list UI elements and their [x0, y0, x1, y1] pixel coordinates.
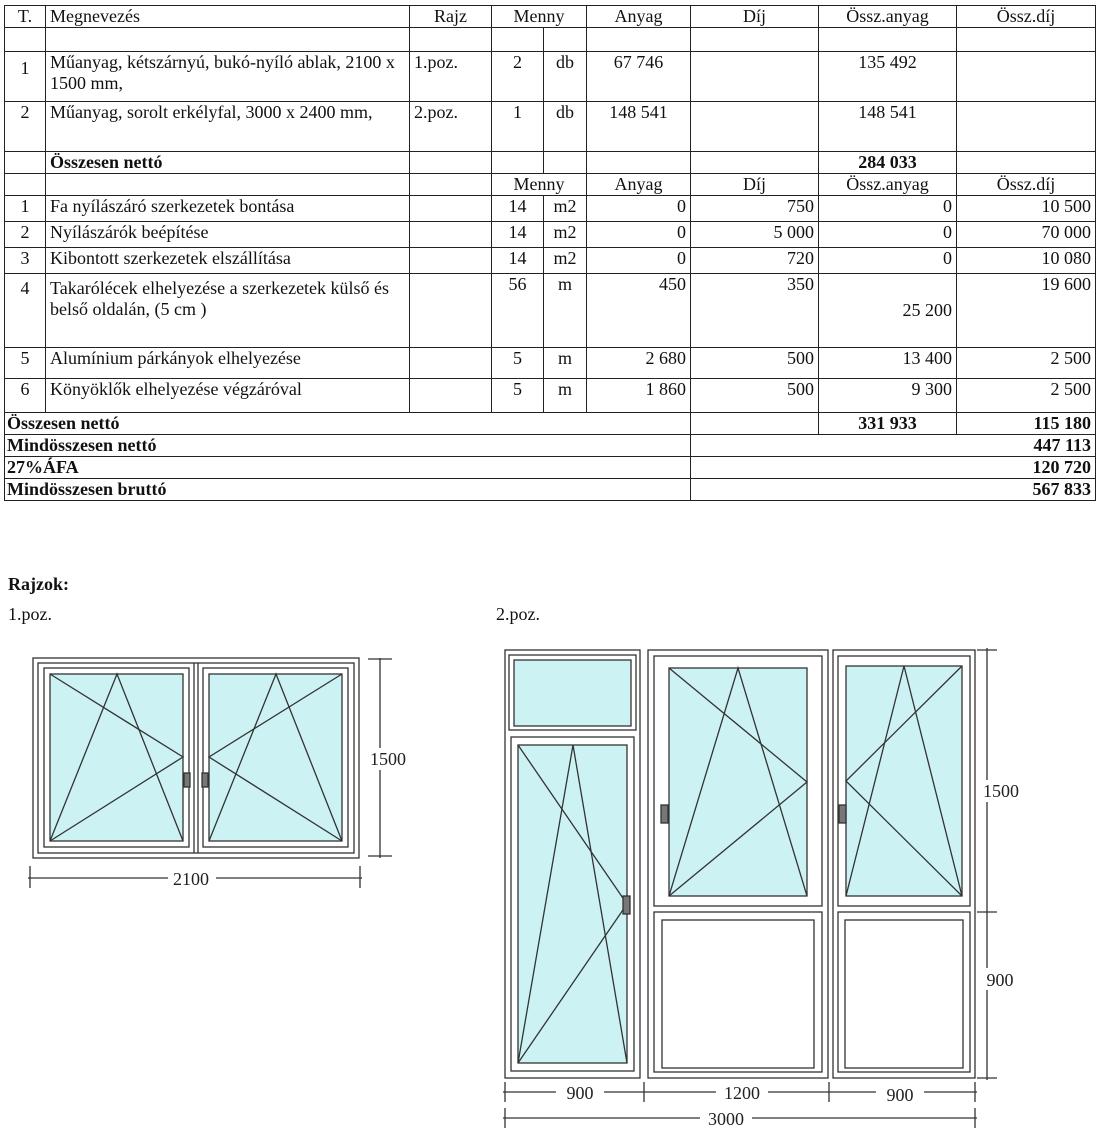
window-drawing-2	[503, 648, 997, 1128]
glass-pane	[669, 668, 807, 896]
row-material: 450	[587, 274, 691, 348]
glass-pane	[50, 674, 183, 841]
row-fee: 500	[691, 348, 819, 379]
row-name: Könyöklők elhelyezése végzáróval	[46, 379, 410, 413]
row-fee: 720	[691, 248, 819, 274]
row-total-material: 0	[819, 196, 957, 222]
row-unit: m	[544, 274, 587, 348]
row-material: 0	[587, 196, 691, 222]
row-fee: 750	[691, 196, 819, 222]
row-qty: 56	[492, 274, 544, 348]
works-total-fee: 115 180	[957, 413, 1096, 435]
summary-value: 447 113	[691, 435, 1096, 457]
glass-pane	[846, 666, 962, 896]
row-no: 2	[5, 222, 46, 248]
row-total-material: 0	[819, 248, 957, 274]
dimension-label: 900	[986, 970, 1014, 990]
summary-label: 27%ÁFA	[5, 457, 691, 479]
bottom-panel-inner	[662, 920, 814, 1068]
row-name: Fa nyílászáró szerkezetek bontása	[46, 196, 410, 222]
row-total-fee: 2 500	[957, 379, 1096, 413]
row-total-fee: 19 600	[957, 274, 1096, 348]
col-header-total-fee-2: Össz.díj	[957, 174, 1096, 196]
drawing-2-label: 2.poz.	[496, 604, 540, 624]
drawing-1-label: 1.poz.	[8, 604, 52, 624]
row-total-material: 9 300	[819, 379, 957, 413]
glass-pane	[514, 660, 631, 726]
col-header-drawing: Rajz	[410, 6, 492, 28]
row-drawing: 2.poz.	[410, 102, 492, 152]
works-total-material: 331 933	[819, 413, 957, 435]
drawings-heading: Rajzok:	[8, 574, 69, 594]
row-total-material: 135 492	[819, 52, 957, 102]
subtotal-material: 284 033	[819, 152, 957, 174]
window-handle	[202, 773, 208, 787]
col-header-material: Anyag	[587, 6, 691, 28]
col-header-fee: Díj	[691, 6, 819, 28]
glass-pane	[518, 745, 627, 1063]
row-no: 4	[5, 274, 46, 348]
row-name: Kibontott szerkezetek elszállítása	[46, 248, 410, 274]
row-no: 3	[5, 248, 46, 274]
row-fee: 500	[691, 379, 819, 413]
dimension-label: 1200	[724, 1083, 760, 1103]
row-total-material: 13 400	[819, 348, 957, 379]
row-fee: 5 000	[691, 222, 819, 248]
row-qty: 14	[492, 248, 544, 274]
row-total-material: 148 541	[819, 102, 957, 152]
dimension-label: 2100	[173, 869, 209, 889]
row-total-fee: 2 500	[957, 348, 1096, 379]
dimension-label: 1500	[983, 781, 1019, 801]
row-unit: m	[544, 348, 587, 379]
row-unit: m2	[544, 196, 587, 222]
row-total-material: 0	[819, 222, 957, 248]
row-qty: 14	[492, 222, 544, 248]
dimension-label: 900	[566, 1083, 594, 1103]
row-material: 0	[587, 222, 691, 248]
row-material: 1 860	[587, 379, 691, 413]
dimension-label: 1500	[370, 749, 406, 769]
row-qty: 5	[492, 379, 544, 413]
summary-label: Mindösszesen nettó	[5, 435, 691, 457]
glass-pane	[209, 674, 342, 841]
row-qty: 5	[492, 348, 544, 379]
col-header-t: T.	[5, 6, 46, 28]
summary-value: 567 833	[691, 479, 1096, 501]
col-header-fee-2: Díj	[691, 174, 819, 196]
row-name: Műanyag, kétszárnyú, bukó-nyíló ablak, 2100 x 1500 mm,	[46, 52, 410, 102]
row-qty: 2	[492, 52, 544, 102]
subtotal-label: Összesen nettó	[46, 152, 410, 174]
col-header-total-material: Össz.anyag	[819, 6, 957, 28]
row-unit: db	[544, 52, 587, 102]
row-qty: 14	[492, 196, 544, 222]
window-drawing-1	[28, 658, 392, 888]
col-header-qty-2: Menny	[492, 174, 587, 196]
window-handle	[623, 896, 630, 914]
row-material: 2 680	[587, 348, 691, 379]
row-drawing: 1.poz.	[410, 52, 492, 102]
row-material: 148 541	[587, 102, 691, 152]
row-unit: db	[544, 102, 587, 152]
row-unit: m2	[544, 222, 587, 248]
row-name: Takarólécek elhelyezése a szerkezetek külső és belső oldalán, (5 cm )	[46, 274, 410, 348]
col-header-qty: Menny	[492, 6, 587, 28]
works-total-label: Összesen nettó	[5, 413, 691, 435]
window-handle	[184, 773, 190, 787]
row-no: 1	[5, 52, 46, 102]
col-header-name: Megnevezés	[46, 6, 410, 28]
row-no: 5	[5, 348, 46, 379]
row-material: 67 746	[587, 52, 691, 102]
col-header-total-material-2: Össz.anyag	[819, 174, 957, 196]
row-material: 0	[587, 248, 691, 274]
row-total-fee: 70 000	[957, 222, 1096, 248]
row-fee: 350	[691, 274, 819, 348]
row-qty: 1	[492, 102, 544, 152]
row-name: Nyílászárók beépítése	[46, 222, 410, 248]
window-handle	[661, 805, 668, 823]
summary-label: Mindösszesen bruttó	[5, 479, 691, 501]
dimension-label: 3000	[708, 1109, 744, 1129]
bottom-panel-inner	[845, 920, 963, 1068]
window-handle	[839, 805, 846, 823]
row-total-material: 25 200	[819, 274, 957, 348]
row-unit: m2	[544, 248, 587, 274]
row-no: 6	[5, 379, 46, 413]
summary-value: 120 720	[691, 457, 1096, 479]
row-total-fee: 10 500	[957, 196, 1096, 222]
row-name: Alumínium párkányok elhelyezése	[46, 348, 410, 379]
col-header-total-fee: Össz.díj	[957, 6, 1096, 28]
col-header-material-2: Anyag	[587, 174, 691, 196]
row-unit: m	[544, 379, 587, 413]
dimension-label: 900	[886, 1085, 914, 1105]
row-no: 2	[5, 102, 46, 152]
row-total-fee: 10 080	[957, 248, 1096, 274]
row-name: Műanyag, sorolt erkélyfal, 3000 x 2400 mm,	[46, 102, 410, 152]
row-no: 1	[5, 196, 46, 222]
